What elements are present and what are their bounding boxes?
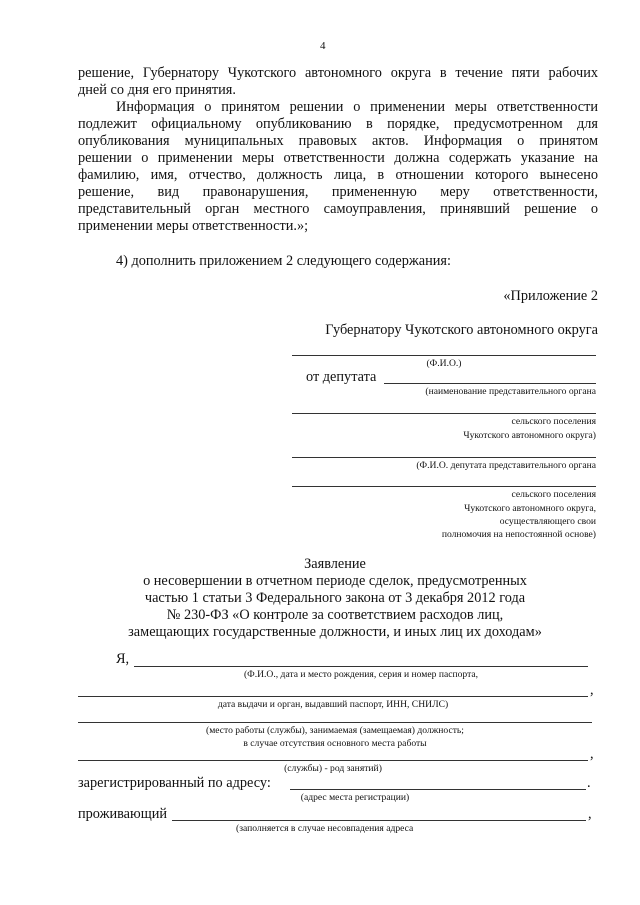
statement-line-4: замещающих государственные должности, и иных лиц их доходам» [128, 624, 542, 640]
fio-caption: (Ф.И.О.) [426, 358, 462, 369]
organ-caption-2: сельского поселения [511, 416, 596, 427]
deputy-caption: (Ф.И.О. депутата представительного органа [416, 460, 596, 471]
comma-1: , [590, 682, 594, 698]
from-deputy-line [384, 383, 596, 384]
body-line-4: подлежит официальному опубликованию в порядке, предусмотренном для [78, 116, 598, 132]
organ-line [292, 413, 596, 414]
body-line-5: опубликования муниципальных правовых актов. Информация о принятом [78, 133, 598, 149]
from-deputy-label: от депутата [306, 369, 377, 385]
comma-2: , [590, 746, 594, 762]
applicant-caption-6: (адрес места регистрации) [300, 792, 410, 803]
statement-line-2: частью 1 статьи 3 Федерального закона от 3 декабря 2012 года [144, 590, 526, 606]
appendix-label: «Приложение 2 [503, 288, 598, 304]
organ-caption: (наименование представительного органа [425, 386, 596, 397]
passport-field-line [78, 696, 588, 697]
addressee: Губернатору Чукотского автономного округа [325, 322, 598, 338]
page-number: 4 [320, 40, 326, 52]
deputy-caption-2: сельского поселения [511, 489, 596, 500]
i-label: Я, [116, 651, 130, 667]
occupation-field-line [78, 760, 588, 761]
organ-caption-3: Чукотского автономного округа) [463, 430, 596, 441]
residence-field-line [172, 820, 586, 821]
applicant-caption-4: в случае отсутствия основного места работы [243, 738, 427, 749]
applicant-caption-2: дата выдачи и орган, выдавший паспорт, ИНН, СНИЛС) [217, 699, 449, 710]
deputy-caption-5: полномочия на непостоянной основе) [441, 529, 596, 540]
applicant-caption-5: (службы) - род занятий) [284, 763, 382, 774]
item-4: 4) дополнить приложением 2 следующего содержания: [116, 253, 451, 269]
residing-label: проживающий [78, 806, 168, 822]
registration-field-line [290, 789, 586, 790]
body-line-8: решение, вид правонарушения, примененную меру ответственности, [78, 184, 598, 200]
statement-line-3: № 230-ФЗ «О контроле за соответствием расходов лиц, [166, 607, 504, 623]
applicant-caption-1: (Ф.И.О., дата и место рождения, серия и номер паспорта, [243, 669, 479, 680]
body-line-2: дней со дня его принятия. [78, 82, 236, 98]
body-line-6: решении о применении меры ответственности должна содержать указание на [78, 150, 598, 166]
comma-3: , [588, 806, 592, 822]
period: . [587, 775, 591, 791]
fio-line [292, 355, 596, 356]
applicant-caption-7: (заполняется в случае несовпадения адреса [236, 823, 414, 834]
deputy-line-2 [292, 486, 596, 487]
deputy-caption-3: Чукотского автономного округа, [464, 503, 596, 514]
body-line-7: фамилию, имя, отчество, должность лица, в отношении которого вынесено [78, 167, 598, 183]
body-line-3: Информация о принятом решении о применении меры ответственности [116, 99, 598, 115]
fio-field-line [134, 666, 588, 667]
body-line-10: применении меры ответственности.»; [78, 218, 309, 234]
applicant-caption-3: (место работы (службы), занимаемая (замещаемая) должность; [206, 725, 464, 736]
statement-line-1: о несовершении в отчетном периоде сделок, предусмотренных [143, 573, 527, 589]
deputy-caption-4: осуществляющего свои [499, 516, 596, 527]
work-field-line [78, 722, 592, 723]
registered-label: зарегистрированный по адресу: [78, 775, 271, 791]
body-line-1: решение, Губернатору Чукотского автономного округа в течение пяти рабочих [78, 65, 598, 81]
deputy-line [292, 457, 596, 458]
body-line-9: представительный орган местного самоуправления, принявший решение о [78, 201, 598, 217]
statement-title: Заявление [304, 556, 366, 572]
